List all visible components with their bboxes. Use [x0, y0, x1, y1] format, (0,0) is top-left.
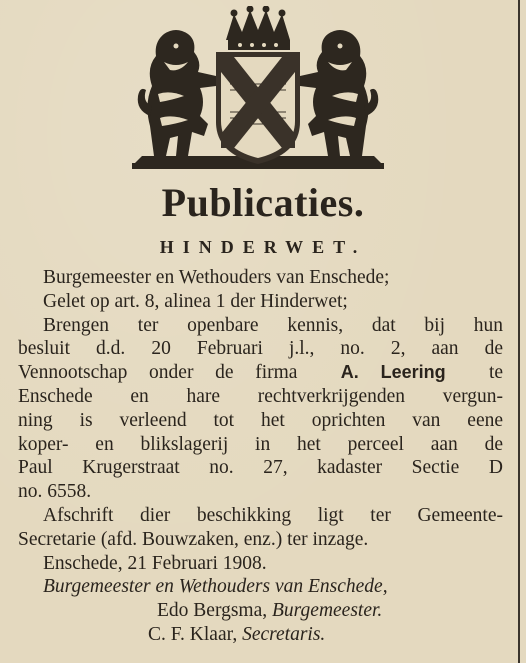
column-rule [518, 0, 520, 663]
signatory-line [43, 599, 503, 623]
text-line: koper- en blikslagerij in het perceel aan de [18, 433, 503, 455]
text-line: Burgemeester en Wethouders van Enschede; [43, 267, 390, 288]
text-line [18, 361, 503, 385]
signatory-title: Secretaris. [242, 623, 326, 645]
text-line: Afschrift dier beschikking ligt ter Gemeente- [43, 504, 503, 526]
coat-of-arms-icon [130, 6, 386, 171]
firm-name: A. Leering [340, 362, 446, 383]
text-line: Secretarie (afd. Bouwzaken, enz.) ter inzage. [18, 528, 369, 550]
signatory-title: Burgemeester. [272, 600, 383, 622]
text-line: besluit d.d. 20 Februari j.l., no. 2, aan de [18, 338, 503, 360]
signatory-line [43, 623, 503, 647]
notice-body [18, 266, 504, 647]
text-line: no. 6558. [18, 481, 92, 503]
date-line: Enschede, 21 Februari 1908. [43, 552, 267, 574]
page-title: Publicaties. [161, 180, 365, 225]
signatory-line: Burgemeester en Wethouders van Enschede, [43, 576, 388, 598]
text-line: Paul Krugerstraat no. 27, kadaster Sectie D [18, 457, 503, 479]
text-fragment: Vennootschap onder de firma [18, 362, 298, 384]
text-line: Enschede en hare rechtverkrijgenden vergun- [18, 385, 503, 407]
signatory-name: Edo Bergsma, [157, 600, 268, 622]
section-heading: HINDERWET. [159, 237, 367, 257]
text-fragment: te [488, 362, 504, 384]
text-line: ning is verleend tot het oprichten van eene [18, 409, 503, 431]
text-line: Brengen ter openbare kennis, dat bij hun [43, 314, 503, 336]
signatory-name: C. F. Klaar, [148, 623, 238, 645]
text-line: Gelet op art. 8, alinea 1 der Hinderwet; [43, 290, 348, 312]
